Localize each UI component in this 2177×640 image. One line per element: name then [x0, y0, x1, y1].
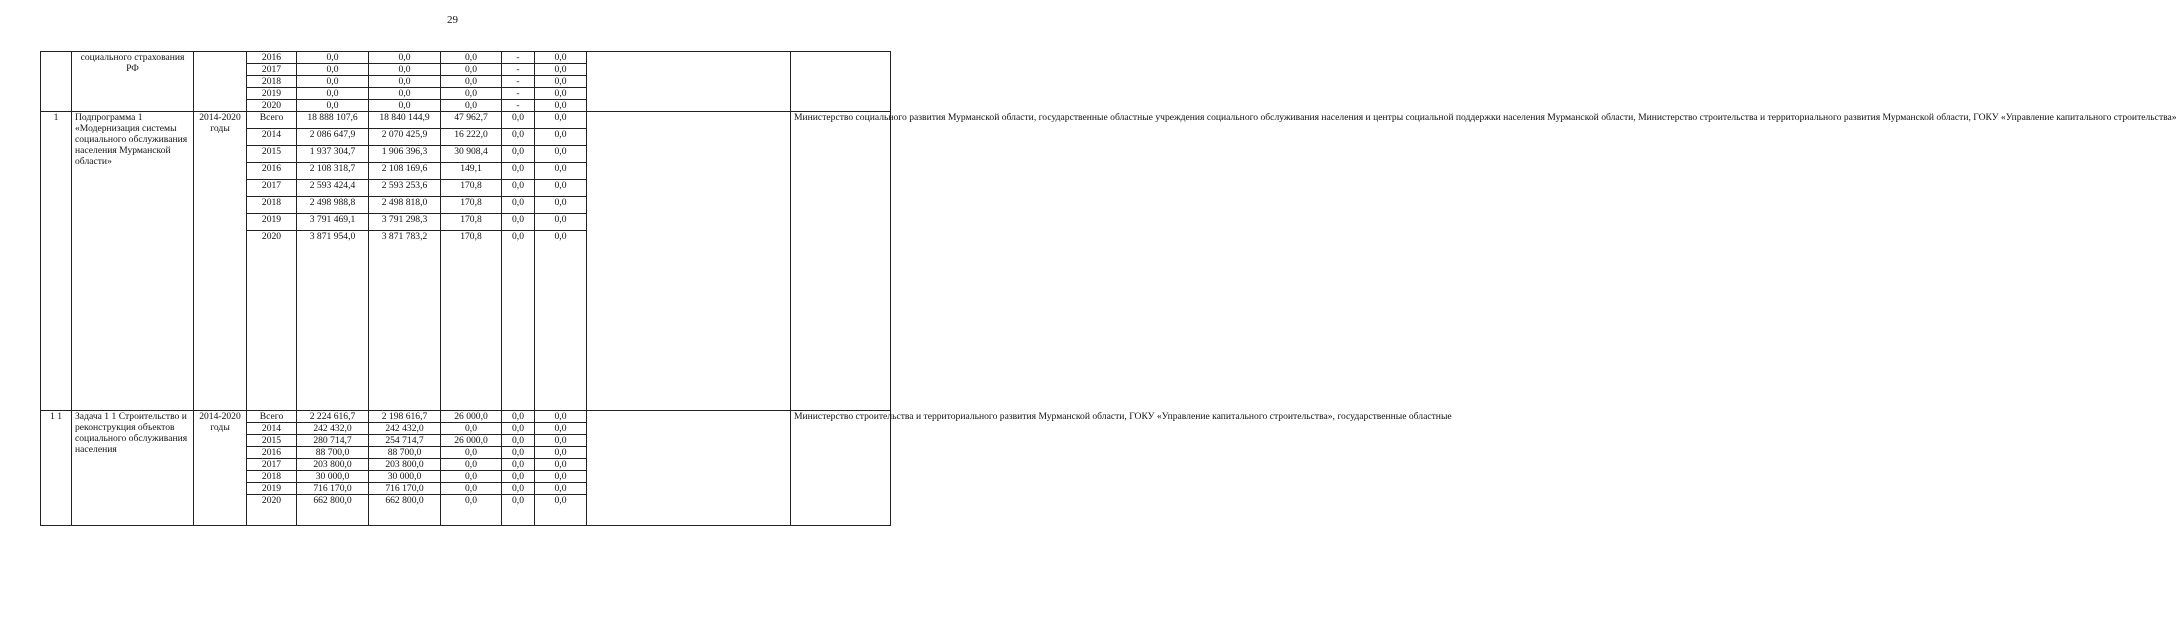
- federal-cell: 26 000,0: [441, 435, 502, 447]
- federal-cell: 0,0: [441, 495, 502, 526]
- total-cell: 662 800,0: [297, 495, 369, 526]
- regional-cell: 2 198 616,7: [369, 411, 441, 423]
- other-cell: 0,0: [535, 112, 587, 129]
- other-cell: 0,0: [535, 163, 587, 180]
- local-cell: -: [502, 100, 535, 112]
- total-cell: 2 108 318,7: [297, 163, 369, 180]
- local-cell: -: [502, 64, 535, 76]
- program-name: Подпрограмма 1 «Модернизация системы социального обслуживания населения Мурманской области»: [72, 112, 194, 411]
- local-cell: 0,0: [502, 471, 535, 483]
- federal-cell: 0,0: [441, 64, 502, 76]
- federal-cell: 170,8: [441, 231, 502, 411]
- federal-cell: 47 962,7: [441, 112, 502, 129]
- other-cell: 0,0: [535, 88, 587, 100]
- year-cell: 2020: [247, 495, 297, 526]
- regional-cell: 88 700,0: [369, 447, 441, 459]
- other-cell: 0,0: [535, 231, 587, 411]
- row-number: 1 1: [41, 411, 72, 526]
- budget-table: [40, 51, 2177, 526]
- local-cell: 0,0: [502, 411, 535, 423]
- other-cell: 0,0: [535, 435, 587, 447]
- local-cell: -: [502, 76, 535, 88]
- federal-cell: 0,0: [441, 52, 502, 64]
- term-cell: 2014-2020 годы: [194, 112, 247, 411]
- federal-cell: 0,0: [441, 88, 502, 100]
- other-cell: 0,0: [535, 495, 587, 526]
- total-cell: 716 170,0: [297, 483, 369, 495]
- regional-cell: 2 593 253,6: [369, 180, 441, 197]
- local-cell: -: [502, 88, 535, 100]
- year-cell: 2016: [247, 163, 297, 180]
- federal-cell: 0,0: [441, 76, 502, 88]
- program-name: Задача 1 1 Строительство и реконструкция объектов социального обслуживания населения: [72, 411, 194, 526]
- federal-cell: 0,0: [441, 471, 502, 483]
- regional-cell: 0,0: [369, 64, 441, 76]
- year-cell: 2018: [247, 76, 297, 88]
- regional-cell: 242 432,0: [369, 423, 441, 435]
- local-cell: 0,0: [502, 146, 535, 163]
- year-cell: 2017: [247, 64, 297, 76]
- regional-cell: 203 800,0: [369, 459, 441, 471]
- total-cell: 2 593 424,4: [297, 180, 369, 197]
- regional-cell: 3 791 298,3: [369, 214, 441, 231]
- other-cell: 0,0: [535, 447, 587, 459]
- year-cell: 2018: [247, 197, 297, 214]
- federal-cell: 0,0: [441, 423, 502, 435]
- page-number: 29: [447, 14, 458, 26]
- regional-cell: 254 714,7: [369, 435, 441, 447]
- row-number: [41, 52, 72, 112]
- total-cell: 18 888 107,6: [297, 112, 369, 129]
- year-cell: 2015: [247, 146, 297, 163]
- total-cell: 3 871 954,0: [297, 231, 369, 411]
- year-cell: 2017: [247, 180, 297, 197]
- term-cell: [194, 52, 247, 112]
- federal-cell: 0,0: [441, 100, 502, 112]
- total-cell: 0,0: [297, 52, 369, 64]
- total-cell: 0,0: [297, 64, 369, 76]
- total-cell: 30 000,0: [297, 471, 369, 483]
- local-cell: 0,0: [502, 163, 535, 180]
- federal-cell: 16 222,0: [441, 129, 502, 146]
- federal-cell: 30 908,4: [441, 146, 502, 163]
- local-cell: 0,0: [502, 459, 535, 471]
- regional-cell: 18 840 144,9: [369, 112, 441, 129]
- local-cell: 0,0: [502, 129, 535, 146]
- year-cell: 2017: [247, 459, 297, 471]
- other-cell: 0,0: [535, 64, 587, 76]
- year-cell: 2015: [247, 435, 297, 447]
- other-cell: 0,0: [535, 52, 587, 64]
- local-cell: 0,0: [502, 231, 535, 411]
- year-cell: 2020: [247, 100, 297, 112]
- other-cell: 0,0: [535, 76, 587, 88]
- year-cell: 2016: [247, 447, 297, 459]
- local-cell: 0,0: [502, 197, 535, 214]
- local-cell: 0,0: [502, 435, 535, 447]
- year-cell: 2019: [247, 483, 297, 495]
- local-cell: 0,0: [502, 483, 535, 495]
- regional-cell: 2 108 169,6: [369, 163, 441, 180]
- local-cell: 0,0: [502, 495, 535, 526]
- regional-cell: 0,0: [369, 52, 441, 64]
- total-cell: 1 937 304,7: [297, 146, 369, 163]
- federal-cell: 0,0: [441, 447, 502, 459]
- total-cell: 0,0: [297, 76, 369, 88]
- local-cell: 0,0: [502, 180, 535, 197]
- federal-cell: 0,0: [441, 483, 502, 495]
- total-cell: 3 791 469,1: [297, 214, 369, 231]
- other-cell: 0,0: [535, 214, 587, 231]
- local-cell: 0,0: [502, 423, 535, 435]
- other-cell: 0,0: [535, 100, 587, 112]
- total-cell: 0,0: [297, 88, 369, 100]
- indicator-cell: [587, 112, 791, 411]
- federal-cell: 149,1: [441, 163, 502, 180]
- regional-cell: 0,0: [369, 88, 441, 100]
- total-cell: 280 714,7: [297, 435, 369, 447]
- local-cell: 0,0: [502, 214, 535, 231]
- other-cell: 0,0: [535, 411, 587, 423]
- federal-cell: 0,0: [441, 459, 502, 471]
- federal-cell: 170,8: [441, 214, 502, 231]
- regional-cell: 3 871 783,2: [369, 231, 441, 411]
- local-cell: -: [502, 52, 535, 64]
- total-cell: 242 432,0: [297, 423, 369, 435]
- table-row: [41, 52, 891, 64]
- table-row: [41, 112, 891, 129]
- total-cell: 2 224 616,7: [297, 411, 369, 423]
- regional-cell: 662 800,0: [369, 495, 441, 526]
- federal-cell: 26 000,0: [441, 411, 502, 423]
- other-cell: 0,0: [535, 129, 587, 146]
- indicator-cell: [587, 52, 791, 112]
- year-cell: 2018: [247, 471, 297, 483]
- regional-cell: 1 906 396,3: [369, 146, 441, 163]
- regional-cell: 0,0: [369, 76, 441, 88]
- year-cell: 2019: [247, 214, 297, 231]
- total-cell: 2 498 988,8: [297, 197, 369, 214]
- other-cell: 0,0: [535, 180, 587, 197]
- other-cell: 0,0: [535, 146, 587, 163]
- federal-cell: 170,8: [441, 197, 502, 214]
- program-name: социального страхования РФ: [72, 52, 194, 112]
- total-cell: 2 086 647,9: [297, 129, 369, 146]
- total-cell: 88 700,0: [297, 447, 369, 459]
- executor-cell: [791, 52, 891, 112]
- row-number: 1: [41, 112, 72, 411]
- year-cell: 2016: [247, 52, 297, 64]
- year-cell: 2014: [247, 129, 297, 146]
- regional-cell: 30 000,0: [369, 471, 441, 483]
- year-cell: 2019: [247, 88, 297, 100]
- year-cell: Всего: [247, 112, 297, 129]
- year-cell: Всего: [247, 411, 297, 423]
- regional-cell: 2 070 425,9: [369, 129, 441, 146]
- table-row: [41, 411, 891, 423]
- local-cell: 0,0: [502, 447, 535, 459]
- local-cell: 0,0: [502, 112, 535, 129]
- regional-cell: 2 498 818,0: [369, 197, 441, 214]
- other-cell: 0,0: [535, 197, 587, 214]
- year-cell: 2020: [247, 231, 297, 411]
- other-cell: 0,0: [535, 471, 587, 483]
- year-cell: 2014: [247, 423, 297, 435]
- other-cell: 0,0: [535, 483, 587, 495]
- regional-cell: 0,0: [369, 100, 441, 112]
- executor-cell: Министерство социального развития Мурманской области, государственные областные учреждения социального обслуживания населения и центры социальной поддержки населения Мурманской области, Министерство строительства и территориального развития Мурманской области, ГОКУ «Управление капитального строительства»: [791, 112, 891, 411]
- federal-cell: 170,8: [441, 180, 502, 197]
- total-cell: 203 800,0: [297, 459, 369, 471]
- term-cell: 2014-2020 годы: [194, 411, 247, 526]
- executor-cell: Министерство строительства и территориального развития Мурманской области, ГОКУ «Управление капитального строительства», государственные областные: [791, 411, 891, 526]
- total-cell: 0,0: [297, 100, 369, 112]
- other-cell: 0,0: [535, 423, 587, 435]
- other-cell: 0,0: [535, 459, 587, 471]
- indicator-cell: [587, 411, 791, 526]
- regional-cell: 716 170,0: [369, 483, 441, 495]
